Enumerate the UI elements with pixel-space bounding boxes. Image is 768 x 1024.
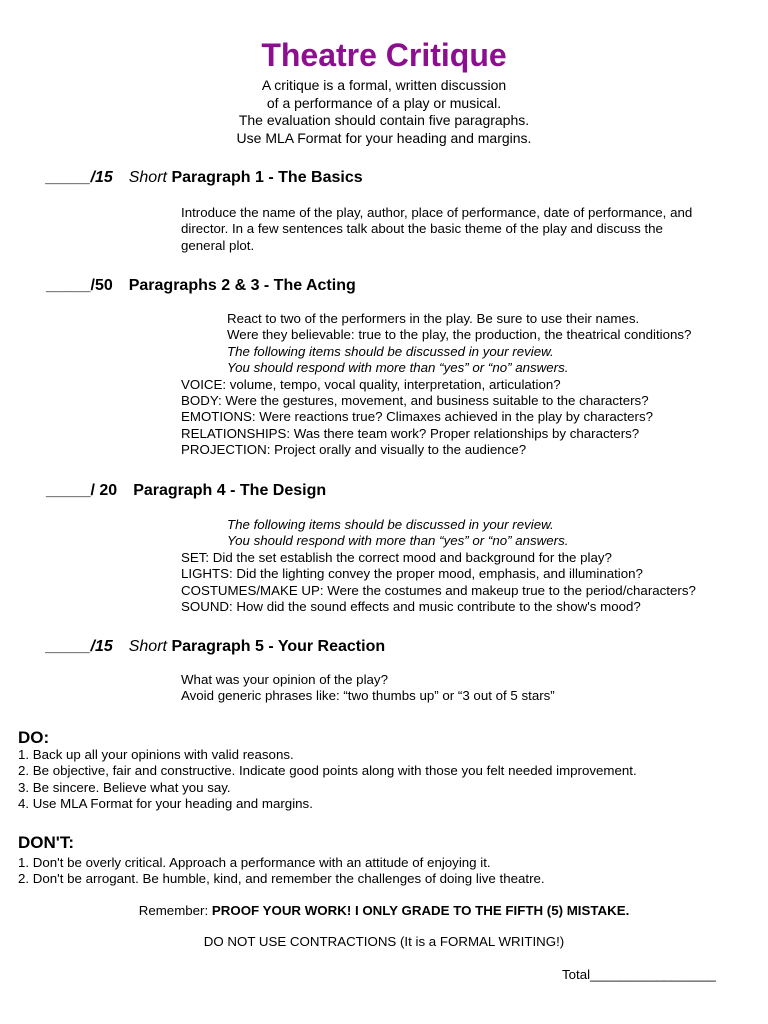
intro-line: A critique is a formal, written discussion [261,77,507,93]
remember-label: Remember: [138,903,212,918]
score-blank: _____/15 [46,638,113,655]
section-design-body [181,517,696,615]
body-line: SET: Did the set establish the correct mood and background for the play? [181,549,612,565]
body-line: What was your opinion of the play? [181,672,388,687]
score-blank: _____/ 20 [46,482,118,499]
list-item: 3. Be sincere. Believe what you say. [18,779,231,795]
page-title: Theatre Critique [261,37,507,73]
section-basics-body [181,205,692,254]
italic-note: You should respond with more than “yes” or “no” answers. [227,533,569,549]
body-line: SOUND: How did the sound effects and music contribute to the show's mood? [181,599,641,615]
intro-line: The evaluation should contain five paragraphs. [238,112,530,128]
section-acting-heading [46,276,356,296]
total-blank: Total_________________ [562,967,716,982]
body-line: LIGHTS: Did the lighting convey the proper mood, emphasis, and illumination? [181,566,643,582]
list-item: 4. Use MLA Format for your heading and margins. [18,796,313,812]
remember-emphasis: PROOF YOUR WORK! I ONLY GRADE TO THE FIFTH (5) MISTAKE. [211,903,630,918]
dont-list [18,855,545,888]
body-line: Were they believable: true to the play, the production, the theatrical conditions? [227,327,692,343]
body-line: Avoid generic phrases like: “two thumbs up” or “3 out of 5 stars” [181,688,555,704]
body-line: PROJECTION: Project orally and visually to the audience? [181,442,527,458]
body-line: RELATIONSHIPS: Was there team work? Proper relationships by characters? [181,425,640,441]
list-item: 2. Don't be arrogant. Be humble, kind, and remember the challenges of doing live theatre. [18,871,545,887]
body-line: Introduce the name of the play, author, place of performance, date of performance, and [181,205,693,220]
section-reaction-body [181,672,555,705]
body-line: COSTUMES/MAKE UP: Were the costumes and makeup true to the period/characters? [181,582,696,598]
dont-heading: DON'T: [18,833,74,852]
section-design-heading [46,481,326,501]
section-acting-body [181,311,691,459]
do-heading: DO: [18,728,50,747]
short-label: Short [128,638,167,655]
section-title: Paragraph 4 - The Design [133,482,327,499]
score-blank: _____/50 [46,277,113,294]
short-label: Short [128,169,167,186]
section-title: Paragraph 5 - Your Reaction [171,638,386,655]
score-blank: _____/15 [46,169,113,186]
body-line: general plot. [181,237,255,253]
section-reaction-heading [46,637,385,657]
list-item: 1. Don't be overly critical. Approach a performance with an attitude of enjoying it. [18,855,491,870]
contractions-note: DO NOT USE CONTRACTIONS (It is a FORMAL WRITING!) [203,934,565,949]
body-line: BODY: Were the gestures, movement, and business suitable to the characters? [181,393,649,409]
do-list [18,747,637,813]
body-line: React to two of the performers in the play. Be sure to use their names. [227,311,640,326]
body-line: director. In a few sentences talk about the basic theme of the play and discuss the [181,221,663,237]
intro-line: Use MLA Format for your heading and margins. [236,129,532,146]
list-item: 1. Back up all your opinions with valid reasons. [18,747,294,762]
list-item: 2. Be objective, fair and constructive. Indicate good points along with those you felt needed improvement. [18,763,637,779]
section-title: Paragraphs 2 & 3 - The Acting [128,277,356,294]
remember-note [0,903,768,919]
italic-note: The following items should be discussed in your review. [227,343,554,359]
intro-text [0,77,768,147]
intro-line: of a performance of a play or musical. [266,94,502,111]
italic-note: You should respond with more than “yes” or “no” answers. [227,360,569,376]
body-line: EMOTIONS: Were reactions true? Climaxes achieved in the play by characters? [181,409,653,425]
section-basics-heading [46,168,363,188]
section-title: Paragraph 1 - The Basics [171,169,363,186]
italic-note: The following items should be discussed in your review. [227,517,554,532]
body-line: VOICE: volume, tempo, vocal quality, interpretation, articulation? [181,376,561,392]
